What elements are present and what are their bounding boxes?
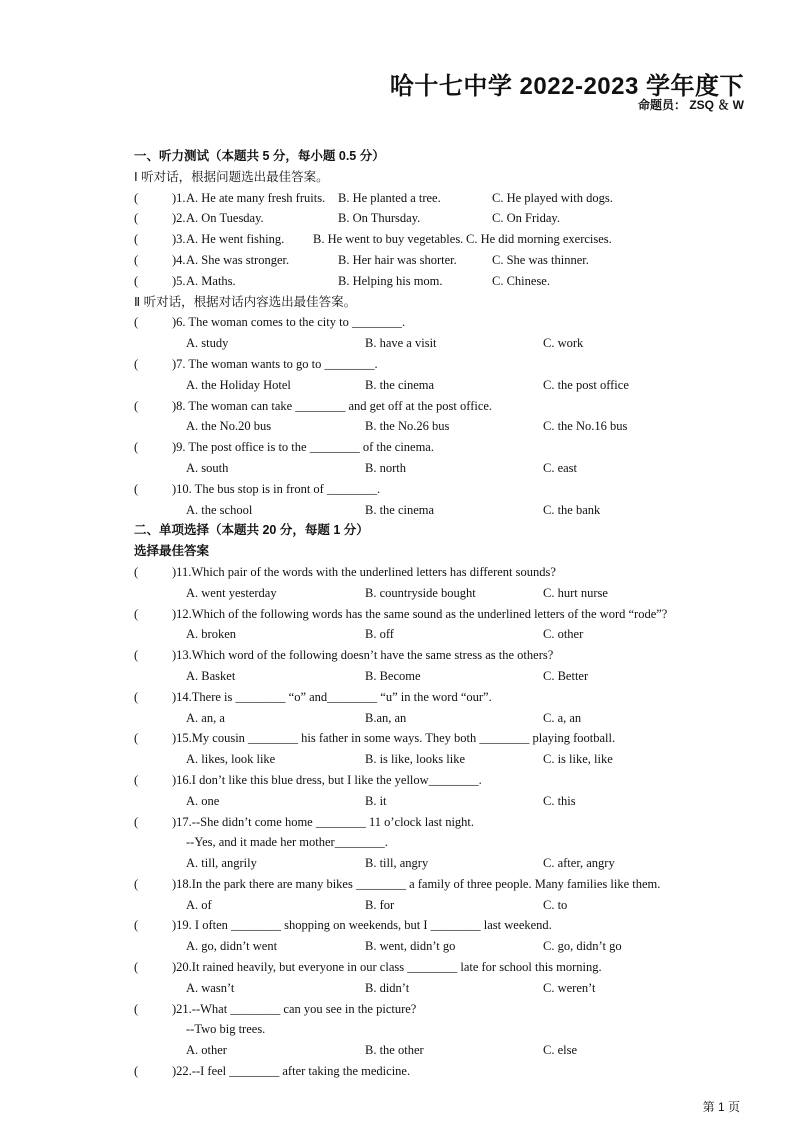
question-1	[0, 188, 794, 209]
option-b: B. the cinema	[365, 502, 435, 517]
option-b: B. countryside bought	[365, 585, 476, 600]
question-3	[0, 229, 794, 250]
question-stem: )14.There is ________ “o” and________ “u” in the word “our”.	[172, 689, 492, 704]
question-stem: )15.My cousin ________ his father in some ways. They both ________ playing football.	[172, 731, 616, 746]
question-stem-continuation: --Two big trees.	[186, 1022, 266, 1037]
option-c: C. Chinese.	[492, 273, 550, 288]
option-a: A. went yesterday	[186, 585, 277, 600]
option-b: B. On Thursday.	[338, 211, 421, 226]
option-c: C. go, didn’t go	[543, 939, 622, 954]
question-stem: )8. The woman can take ________ and get off at the post office.	[172, 398, 493, 413]
answer-paren: (	[134, 1001, 139, 1016]
option-c: C. On Friday.	[492, 211, 560, 226]
question-stem: )2.	[172, 211, 186, 226]
question-stem: )19. I often ________ shopping on weekends, but I ________ last weekend.	[172, 918, 552, 933]
option-a: A. the Holiday Hotel	[186, 377, 291, 392]
exam-author: 命题员： ZSQ ＆ W	[638, 98, 744, 112]
question-2	[0, 208, 794, 229]
option-c: C. He did morning exercises.	[466, 232, 612, 247]
option-a: A. the school	[186, 502, 253, 517]
question-stem: )11.Which pair of the words with the underlined letters has different sounds?	[172, 564, 556, 579]
answer-paren: (	[134, 606, 139, 621]
question-14	[0, 687, 794, 708]
part2-heading: Ⅱ 听对话，根据对话内容选出最佳答案。	[134, 294, 357, 309]
option-b: B. didn’t	[365, 980, 410, 995]
question-14-options	[0, 708, 794, 729]
question-21-options	[0, 1040, 794, 1061]
choice-instruction: 选择最佳答案	[134, 544, 210, 559]
question-stem: )4.	[172, 252, 186, 267]
question-16	[0, 770, 794, 791]
question-19-options	[0, 936, 794, 957]
exam-content	[0, 146, 794, 1082]
question-stem: )3.	[172, 232, 186, 247]
answer-paren: (	[134, 190, 139, 205]
answer-paren: (	[134, 648, 139, 663]
answer-paren: (	[134, 731, 139, 746]
answer-paren: (	[134, 356, 139, 371]
question-18-options	[0, 895, 794, 916]
question-stem: )17.--She didn’t come home ________ 11 o’clock last night.	[172, 814, 475, 829]
question-21	[0, 999, 794, 1020]
page-number: 第 1 页	[702, 1100, 740, 1114]
question-stem: )16.I don’t like this blue dress, but I like the yellow________.	[172, 772, 482, 787]
question-17	[0, 812, 794, 833]
question-stem: )10. The bus stop is in front of ________.	[172, 481, 381, 496]
question-stem: )7. The woman wants to go to ________.	[172, 356, 378, 371]
question-12	[0, 604, 794, 625]
option-c: C. He played with dogs.	[492, 190, 613, 205]
option-a: A. till, angrily	[186, 856, 257, 871]
answer-paren: (	[134, 232, 139, 247]
option-c: C. this	[543, 793, 576, 808]
question-8	[0, 396, 794, 417]
option-b: B. Become	[365, 668, 421, 683]
answer-paren: (	[134, 772, 139, 787]
question-20-options	[0, 978, 794, 999]
option-a: A. study	[186, 336, 229, 351]
answer-paren: (	[134, 1064, 139, 1079]
option-a: A. an, a	[186, 710, 225, 725]
option-c: C. the post office	[543, 377, 629, 392]
option-b: B. off	[365, 627, 394, 642]
option-a: A. Maths.	[186, 273, 236, 288]
answer-paren: (	[134, 876, 139, 891]
question-stem: )12.Which of the following words has the same sound as the underlined letters of the word “rode”?	[172, 606, 668, 621]
option-b: B. north	[365, 460, 406, 475]
option-a: A. broken	[186, 627, 236, 642]
option-b: B. went, didn’t go	[365, 939, 456, 954]
option-c: C. work	[543, 336, 584, 351]
option-c: C. to	[543, 897, 568, 912]
answer-paren: (	[134, 440, 139, 455]
option-b: B.an, an	[365, 710, 407, 725]
question-8-options	[0, 416, 794, 437]
section-heading-listening: 一、听力测试（本题共 5 分，每小题 0.5 分）	[134, 149, 385, 163]
option-b: B. is like, looks like	[365, 752, 465, 767]
answer-paren: (	[134, 918, 139, 933]
option-b: B. the other	[365, 1043, 424, 1058]
answer-paren: (	[134, 960, 139, 975]
option-a: A. likes, look like	[186, 752, 276, 767]
answer-paren: (	[134, 315, 139, 330]
option-c: C. a, an	[543, 710, 582, 725]
question-11	[0, 562, 794, 583]
question-17-continuation	[0, 832, 794, 853]
option-a: A. go, didn’t went	[186, 939, 278, 954]
option-a: A. south	[186, 460, 229, 475]
question-12-options	[0, 624, 794, 645]
question-7-options	[0, 375, 794, 396]
answer-paren: (	[134, 814, 139, 829]
option-c: C. the No.16 bus	[543, 419, 628, 434]
question-16-options	[0, 791, 794, 812]
question-10-options	[0, 500, 794, 521]
option-a: A. She was stronger.	[186, 252, 290, 267]
option-b: B. the No.26 bus	[365, 419, 450, 434]
question-20	[0, 957, 794, 978]
question-4	[0, 250, 794, 271]
option-a: A. the No.20 bus	[186, 419, 272, 434]
question-stem: )22.--I feel ________ after taking the medicine.	[172, 1064, 411, 1079]
option-a: A. one	[186, 793, 220, 808]
option-b: B. the cinema	[365, 377, 435, 392]
answer-paren: (	[134, 564, 139, 579]
option-b: B. He planted a tree.	[338, 190, 441, 205]
option-c: C. She was thinner.	[492, 252, 589, 267]
question-13-options	[0, 666, 794, 687]
option-b: B. till, angry	[365, 856, 429, 871]
option-b: B. Her hair was shorter.	[338, 252, 457, 267]
option-c: C. else	[543, 1043, 578, 1058]
option-a: A. other	[186, 1043, 227, 1058]
option-b: B. He went to buy vegetables.	[313, 232, 464, 247]
question-21-continuation	[0, 1019, 794, 1040]
question-7	[0, 354, 794, 375]
question-17-options	[0, 853, 794, 874]
answer-paren: (	[134, 689, 139, 704]
question-stem-continuation: --Yes, and it made her mother________.	[186, 835, 388, 850]
option-c: C. weren’t	[543, 980, 596, 995]
option-c: C. is like, like	[543, 752, 613, 767]
question-9	[0, 437, 794, 458]
question-22	[0, 1061, 794, 1082]
question-18	[0, 874, 794, 895]
question-stem: )1.	[172, 190, 186, 205]
option-c: C. hurt nurse	[543, 585, 608, 600]
exam-title: 哈十七中学 2022-2023 学年度下	[389, 73, 744, 100]
question-stem: )5.	[172, 273, 186, 288]
question-6	[0, 312, 794, 333]
question-stem: )9. The post office is to the ________ of the cinema.	[172, 440, 434, 455]
question-9-options	[0, 458, 794, 479]
question-19	[0, 915, 794, 936]
option-b: B. have a visit	[365, 336, 437, 351]
answer-paren: (	[134, 481, 139, 496]
option-c: C. other	[543, 627, 584, 642]
question-10	[0, 479, 794, 500]
question-6-options	[0, 333, 794, 354]
option-a: A. He went fishing.	[186, 232, 285, 247]
question-15	[0, 728, 794, 749]
part1-heading: Ⅰ 听对话，根据问题选出最佳答案。	[134, 169, 329, 184]
question-5	[0, 271, 794, 292]
option-b: B. for	[365, 897, 395, 912]
option-a: A. He ate many fresh fruits.	[186, 190, 326, 205]
question-stem: )18.In the park there are many bikes ________ a family of three people. Many families like them.	[172, 876, 661, 891]
option-c: C. Better	[543, 668, 589, 683]
option-b: B. Helping his mom.	[338, 273, 443, 288]
question-11-options	[0, 583, 794, 604]
question-stem: )13.Which word of the following doesn’t have the same stress as the others?	[172, 648, 554, 663]
section-heading-choice: 二、单项选择（本题共 20 分，每题 1 分）	[134, 523, 369, 538]
option-a: A. Basket	[186, 668, 236, 683]
answer-paren: (	[134, 398, 139, 413]
question-stem: )6. The woman comes to the city to ________.	[172, 315, 406, 330]
question-stem: )21.--What ________ can you see in the picture?	[172, 1001, 417, 1016]
option-c: C. after, angry	[543, 856, 615, 871]
question-stem: )20.It rained heavily, but everyone in our class ________ late for school this morning.	[172, 960, 602, 975]
option-c: C. the bank	[543, 502, 601, 517]
answer-paren: (	[134, 273, 139, 288]
option-a: A. wasn’t	[186, 980, 235, 995]
answer-paren: (	[134, 211, 139, 226]
option-a: A. On Tuesday.	[186, 211, 264, 226]
option-b: B. it	[365, 793, 387, 808]
question-15-options	[0, 749, 794, 770]
answer-paren: (	[134, 252, 139, 267]
option-c: C. east	[543, 460, 578, 475]
question-13	[0, 645, 794, 666]
option-a: A. of	[186, 897, 212, 912]
